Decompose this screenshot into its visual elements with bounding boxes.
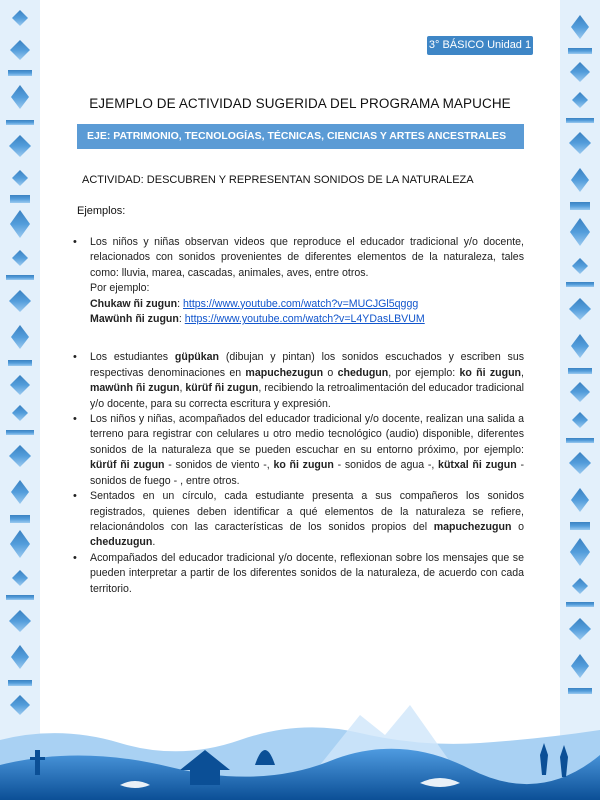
bullet-text: Los niños y niñas observan videos que reproduce el educador tradicional y/o docente, relacionados con sonidos provenientes de diferentes elementos de la naturaleza, tales como: lluvia, marea, cascadas, animales, aves, entre otros. xyxy=(90,236,524,279)
examples-list xyxy=(90,235,524,597)
list-item: • Los niños y niñas, acompañados del educador tradicional y/o docente, realizan una salida a terreno para registrar con celulares u otro medio tecnológico (audio) disponible, diferentes sonidos de la naturaleza que se pueden escuchar en su entorno próximo, por ejemplo: kürüf ñi zugun - sonidos de viento -, ko ñi zugun - sonidos de agua -, kütxal ñi zugun - sonidos de fuego - , entre otros. xyxy=(90,412,524,489)
video-link-mawunh[interactable]: https://www.youtube.com/watch?v=L4YDasLBVUM xyxy=(184,313,425,326)
left-decorative-border xyxy=(0,0,40,800)
list-item: • Acompañados del educador tradicional y/o docente, reflexionan sobre los mensajes que se pueden interpretar a partir de los diferentes sonidos de la naturaleza, de acuerdo con cada territorio. xyxy=(90,551,524,597)
por-ejemplo-label: Por ejemplo: xyxy=(90,282,150,295)
list-item: • Los estudiantes güpükan (dibujan y pintan) los sonidos escuchados y escriben sus respectivas denominaciones en mapuchezugun o chedugun, por ejemplo: ko ñi zugun, mawünh ñi zugun, kürüf ñi zugun, recibiendo la retroalimentación del educador tradicional y/o docente, para su correcta escritura y expresión. xyxy=(90,350,524,412)
video-link-label: Mawünh ñi zugun xyxy=(90,313,179,326)
examples-label: Ejemplos: xyxy=(77,205,126,217)
grade-unit-tab: 3° BÁSICO Unidad 1 xyxy=(427,36,533,55)
right-decorative-border xyxy=(560,0,600,800)
video-link-label: Chukaw ñi zugun xyxy=(90,297,178,310)
page-title: EJEMPLO DE ACTIVIDAD SUGERIDA DEL PROGRAMA MAPUCHE xyxy=(89,96,511,111)
video-link-chukaw[interactable]: https://www.youtube.com/watch?v=MUCJGl5qggg xyxy=(183,297,419,310)
activity-heading: ACTIVIDAD: DESCUBREN Y REPRESENTAN SONIDOS DE LA NATURALEZA xyxy=(82,174,474,186)
eje-banner: EJE: PATRIMONIO, TECNOLOGÍAS, TÉCNICAS, CIENCIAS Y ARTES ANCESTRALES xyxy=(77,124,524,149)
video-link-row: Mawünh ñi zugun: https://www.youtube.com/watch?v=L4YDasLBVUM xyxy=(90,313,425,326)
list-item: • Sentados en un círculo, cada estudiante presenta a sus compañeros los sonidos registrados, quienes deben identificar a qué elementos de la naturaleza se refiere, relacionándolos con las características de los sonidos propios del mapuchezugun o cheduzugun. xyxy=(90,489,524,551)
footer-landscape-illustration xyxy=(0,695,600,800)
list-item xyxy=(90,235,524,281)
video-link-row: Chukaw ñi zugun: https://www.youtube.com/watch?v=MUCJGl5qggg xyxy=(90,297,419,310)
